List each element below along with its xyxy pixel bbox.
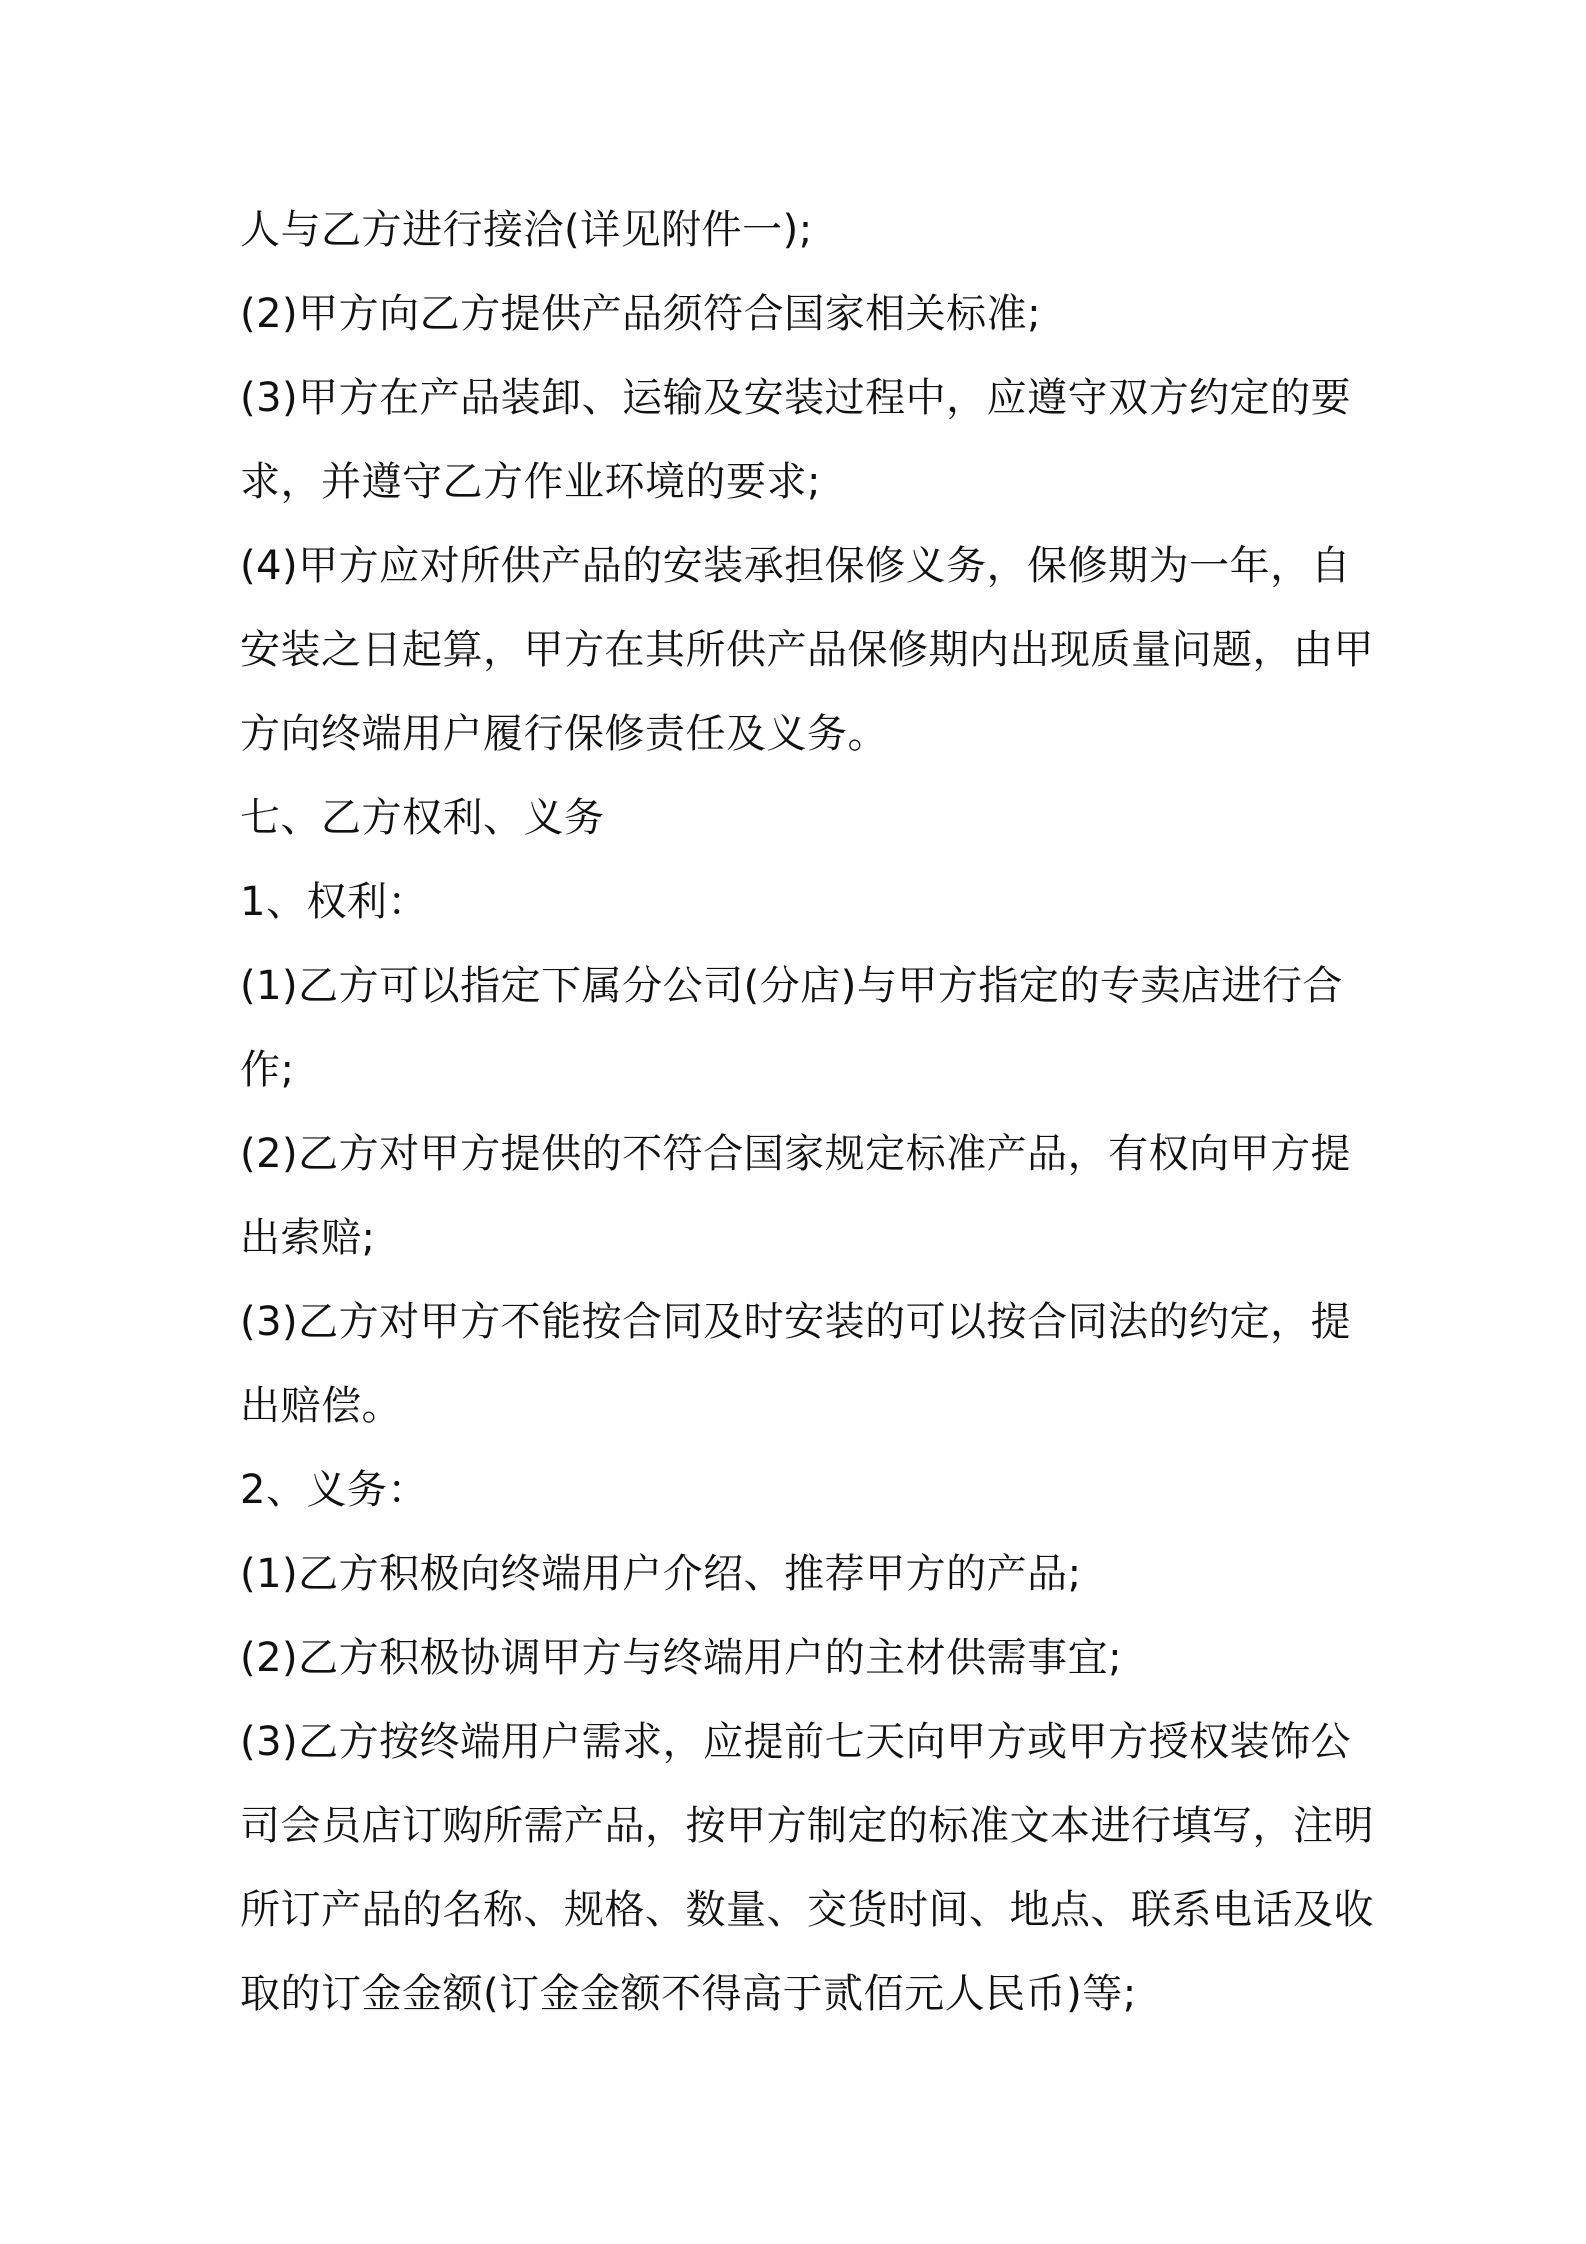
subsection-heading: 2、义务： (240, 1467, 428, 1513)
text-line: 人与乙方进行接洽(详见附件一); (240, 207, 813, 253)
text-line: (2)甲方向乙方提供产品须符合国家相关标准; (240, 291, 1042, 337)
text-line: (3)乙方按终端用户需求，应提前七天向甲方或甲方授权装饰公 (240, 1719, 1352, 1765)
text-line: 方向终端用户履行保修责任及义务。 (240, 711, 888, 757)
contract-text (240, 188, 1374, 2036)
text-line: (3)乙方对甲方不能按合同及时安装的可以按合同法的约定，提 (240, 1299, 1352, 1345)
text-line: 司会员店订购所需产品，按甲方制定的标准文本进行填写，注明 (240, 1803, 1374, 1849)
text-line: 出赔偿。 (240, 1383, 402, 1429)
subsection-heading: 1、权利： (240, 879, 428, 925)
text-line: (1)乙方可以指定下属分公司(分店)与甲方指定的专卖店进行合 (240, 963, 1343, 1009)
text-line: (2)乙方对甲方提供的不符合国家规定标准产品，有权向甲方提 (240, 1131, 1352, 1177)
section-heading: 七、乙方权利、义务 (240, 795, 605, 841)
text-line: (1)乙方积极向终端用户介绍、推荐甲方的产品; (240, 1551, 1082, 1597)
text-line: 所订产品的名称、规格、数量、交货时间、地点、联系电话及收 (240, 1887, 1374, 1933)
text-line: 出索赔; (240, 1215, 376, 1261)
text-line: 取的订金金额(订金金额不得高于贰佰元人民币)等; (240, 1971, 1137, 2017)
text-line: (2)乙方积极协调甲方与终端用户的主材供需事宜; (240, 1635, 1123, 1681)
text-line: 求，并遵守乙方作业环境的要求; (240, 459, 821, 505)
text-line: 作; (240, 1047, 295, 1093)
text-line: (4)甲方应对所供产品的安装承担保修义务，保修期为一年，自 (240, 543, 1352, 589)
text-line: 安装之日起算，甲方在其所供产品保修期内出现质量问题，由甲 (240, 627, 1374, 673)
text-line: (3)甲方在产品装卸、运输及安装过程中，应遵守双方约定的要 (240, 375, 1352, 421)
